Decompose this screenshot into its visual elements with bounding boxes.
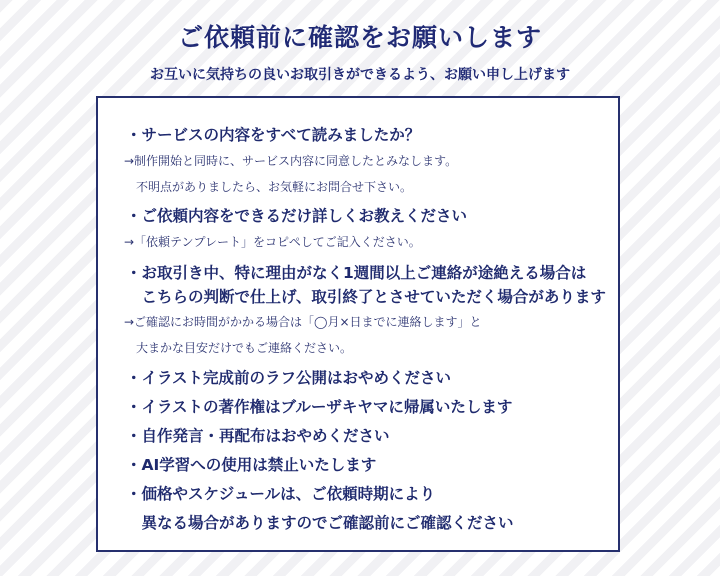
notice-heading: 異なる場合がありますのでご確認前にご確認ください [126,514,514,532]
notice-heading: ・AI学習への使用は禁止いたします [126,456,377,474]
notice-note: 不明点がありましたら、お気軽にお問合せ下さい。 [124,180,413,194]
notice-note: →「依頼テンプレート」をコピペしてご記入ください。 [124,235,421,249]
page-title: ご依頼前に確認をお願いします [177,23,542,52]
notice-note: →ご確認にお時間がかかる場合は「◯月×日までに連絡します」と [124,315,482,329]
notice-panel [96,96,620,552]
notice-note: 大まかな目安だけでもご連絡ください。 [124,341,353,355]
notice-heading: ・イラストの著作権はブルーザキヤマに帰属いたします [126,398,513,416]
notice-heading: ・価格やスケジュールは、ご依頼時期により [126,485,436,503]
notice-heading: こちらの判断で仕上げ、取引終了とさせていただく場合があります [126,288,606,306]
notice-heading: ・自作発言・再配布はおやめください [126,427,390,445]
notice-heading: ・サービスの内容をすべて読みましたか？ [126,126,421,144]
notice-heading: ・お取引き中、特に理由がなく1週間以上ご連絡が途絶える場合は [126,264,587,282]
notice-heading: ・イラスト完成前のラフ公開はおやめください [126,369,452,387]
page-subtitle: お互いに気持ちの良いお取引きができるよう、お願い申し上げます [150,67,570,83]
notice-heading: ・ご依頼内容をできるだけ詳しくお教えください [126,207,468,225]
notice-note: →制作開始と同時に、サービス内容に同意したとみなします。 [124,154,458,168]
